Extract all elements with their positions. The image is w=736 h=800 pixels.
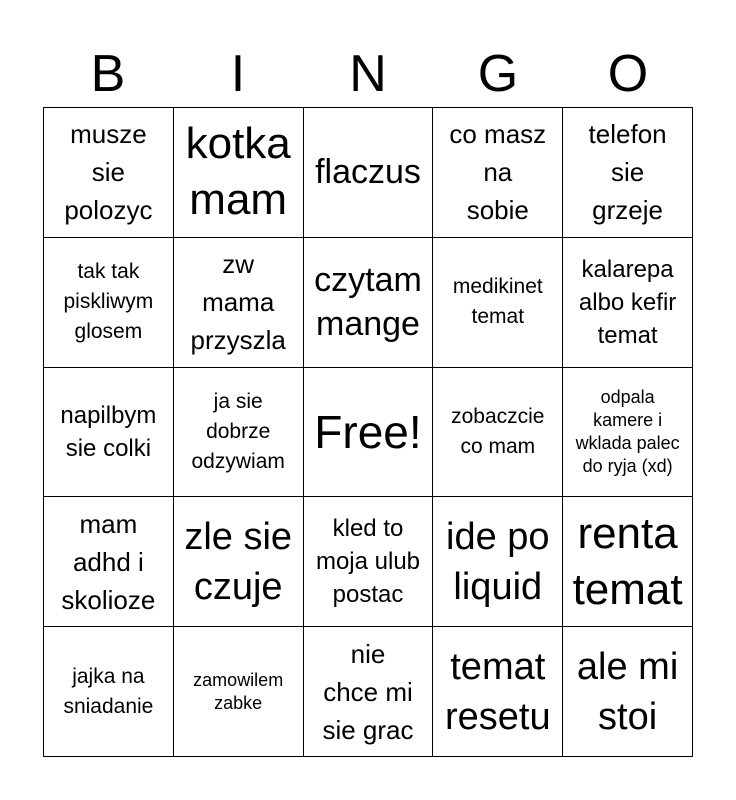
cell-text: czytam mange	[314, 261, 422, 344]
bingo-cell[interactable]	[433, 238, 563, 368]
header-letter-n: N	[349, 45, 387, 103]
bingo-cell[interactable]	[563, 238, 693, 368]
bingo-cell[interactable]	[304, 627, 434, 757]
bingo-header	[43, 40, 693, 108]
cell-text: odpala kamere i wklada palec do ryja (xd)	[575, 386, 680, 476]
bingo-board	[43, 107, 693, 757]
bingo-cell[interactable]	[304, 238, 434, 368]
bingo-cell[interactable]	[44, 238, 174, 368]
bingo-cell[interactable]	[174, 497, 304, 627]
cell-text: zobaczcie co mam	[451, 404, 545, 458]
header-letter-b: B	[90, 45, 126, 103]
cell-text: renta temat	[572, 508, 683, 614]
cell-text: temat resetu	[444, 645, 551, 738]
bingo-cell[interactable]	[433, 368, 563, 498]
cell-text: Free!	[314, 405, 422, 458]
bingo-cell[interactable]	[44, 497, 174, 627]
cell-text: flaczus	[315, 153, 421, 192]
bingo-cell[interactable]	[433, 497, 563, 627]
bingo-cell[interactable]	[174, 627, 304, 757]
cell-text: co masz na sobie	[449, 119, 547, 226]
cell-text: medikinet temat	[452, 275, 543, 329]
cell-text: ja sie dobrze odzywiam	[191, 389, 285, 473]
cell-text: napilbym sie colki	[60, 401, 157, 462]
bingo-cell[interactable]	[433, 627, 563, 757]
bingo-cell-free[interactable]	[304, 368, 434, 498]
cell-text: musze sie polozyc	[64, 119, 153, 226]
header-letter-i: I	[230, 45, 246, 103]
cell-text: zle sie czuje	[184, 515, 293, 608]
bingo-cell[interactable]	[44, 627, 174, 757]
cell-text: jajka na sniadanie	[63, 664, 154, 718]
cell-text: mam adhd i skolioze	[61, 508, 156, 615]
cell-text: tak tak piskliwym glosem	[63, 260, 154, 344]
bingo-cell[interactable]	[44, 108, 174, 238]
cell-text: zamowilem zabke	[193, 669, 284, 713]
cell-text: telefon sie grzeje	[588, 119, 667, 226]
bingo-cell[interactable]	[563, 368, 693, 498]
cell-text: zw mama przyszla	[190, 249, 286, 356]
header-letter-g: G	[477, 45, 519, 103]
bingo-cell[interactable]	[563, 627, 693, 757]
bingo-cell[interactable]	[304, 497, 434, 627]
bingo-cell[interactable]	[174, 108, 304, 238]
bingo-cell[interactable]	[174, 368, 304, 498]
bingo-cell[interactable]	[44, 368, 174, 498]
bingo-cell[interactable]	[563, 497, 693, 627]
bingo-cell[interactable]	[433, 108, 563, 238]
cell-text: kalarepa albo kefir temat	[578, 255, 677, 349]
cell-text: kotka mam	[185, 119, 291, 225]
cell-text: nie chce mi sie grac	[322, 638, 414, 745]
bingo-cell[interactable]	[304, 108, 434, 238]
cell-text: ide po liquid	[446, 515, 550, 608]
cell-text: kled to moja ulub postac	[315, 515, 421, 609]
cell-text: ale mi stoi	[576, 645, 679, 738]
bingo-cell[interactable]	[563, 108, 693, 238]
bingo-cell[interactable]	[174, 238, 304, 368]
header-letter-o: O	[607, 45, 649, 103]
